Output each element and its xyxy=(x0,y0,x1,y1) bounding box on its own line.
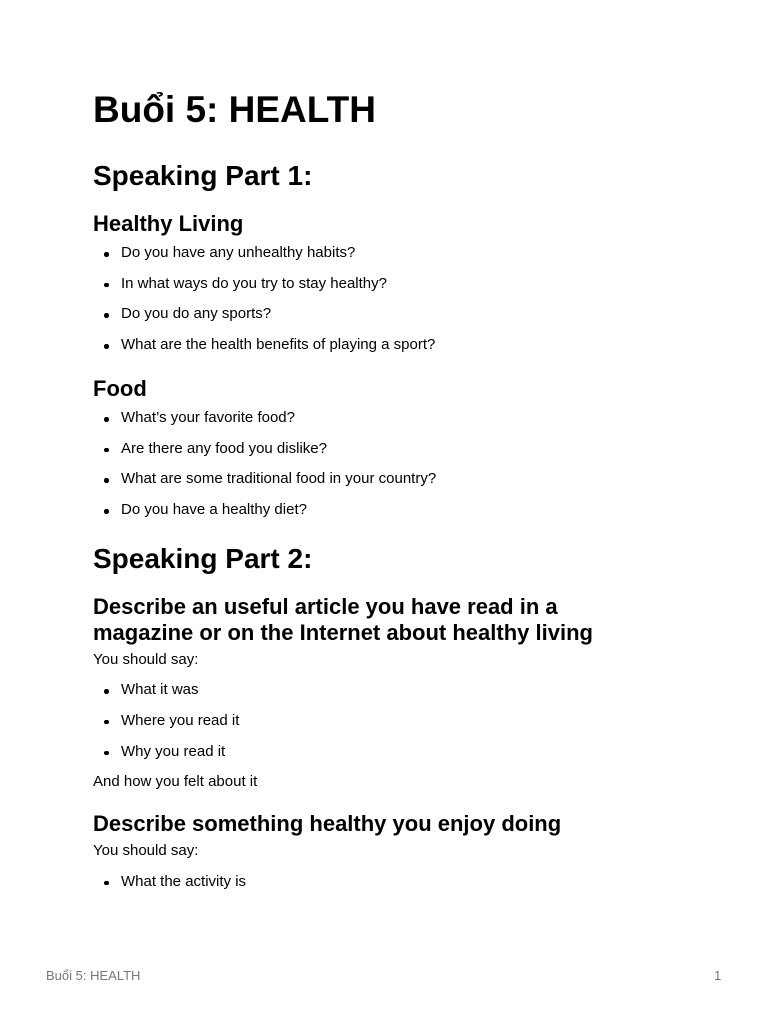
page-number: 1 xyxy=(714,968,722,983)
topic-heading-line: Describe an useful article you have read in a xyxy=(93,594,558,620)
activity-prompt-list xyxy=(93,873,653,891)
healthy-living-list xyxy=(93,244,653,354)
food-list xyxy=(93,409,653,519)
you-should-say-text: You should say: xyxy=(93,651,199,669)
topic-heading-article xyxy=(93,594,653,646)
list-item: What’s your favorite food? xyxy=(121,409,653,427)
article-prompt-list xyxy=(93,681,653,760)
list-item: Why you read it xyxy=(121,743,653,761)
part2-heading: Speaking Part 2: xyxy=(93,543,313,575)
list-item: What are the health benefits of playing a sport? xyxy=(121,336,653,354)
page-content xyxy=(93,88,653,891)
document-title: Buổi 5: HEALTH xyxy=(93,89,376,130)
list-item: Where you read it xyxy=(121,712,653,730)
list-item: Do you have any unhealthy habits? xyxy=(121,244,653,262)
list-item: Do you do any sports? xyxy=(121,305,653,323)
footer-title: Buổi 5: HEALTH xyxy=(46,968,141,983)
closing-text: And how you felt about it xyxy=(93,772,258,790)
topic-heading-line: magazine or on the Internet about healthy living xyxy=(93,620,593,646)
list-item: What the activity is xyxy=(121,873,653,891)
you-should-say-text: You should say: xyxy=(93,841,199,859)
part1-heading: Speaking Part 1: xyxy=(93,160,313,191)
topic-heading-healthy-activity: Describe something healthy you enjoy doing xyxy=(93,810,562,836)
list-item: What it was xyxy=(121,681,653,699)
section-heading-healthy-living: Healthy Living xyxy=(93,211,244,236)
list-item: What are some traditional food in your country? xyxy=(121,470,653,488)
list-item: Are there any food you dislike? xyxy=(121,440,653,458)
list-item: In what ways do you try to stay healthy? xyxy=(121,275,653,293)
list-item: Do you have a healthy diet? xyxy=(121,501,653,519)
section-heading-food: Food xyxy=(93,376,147,402)
